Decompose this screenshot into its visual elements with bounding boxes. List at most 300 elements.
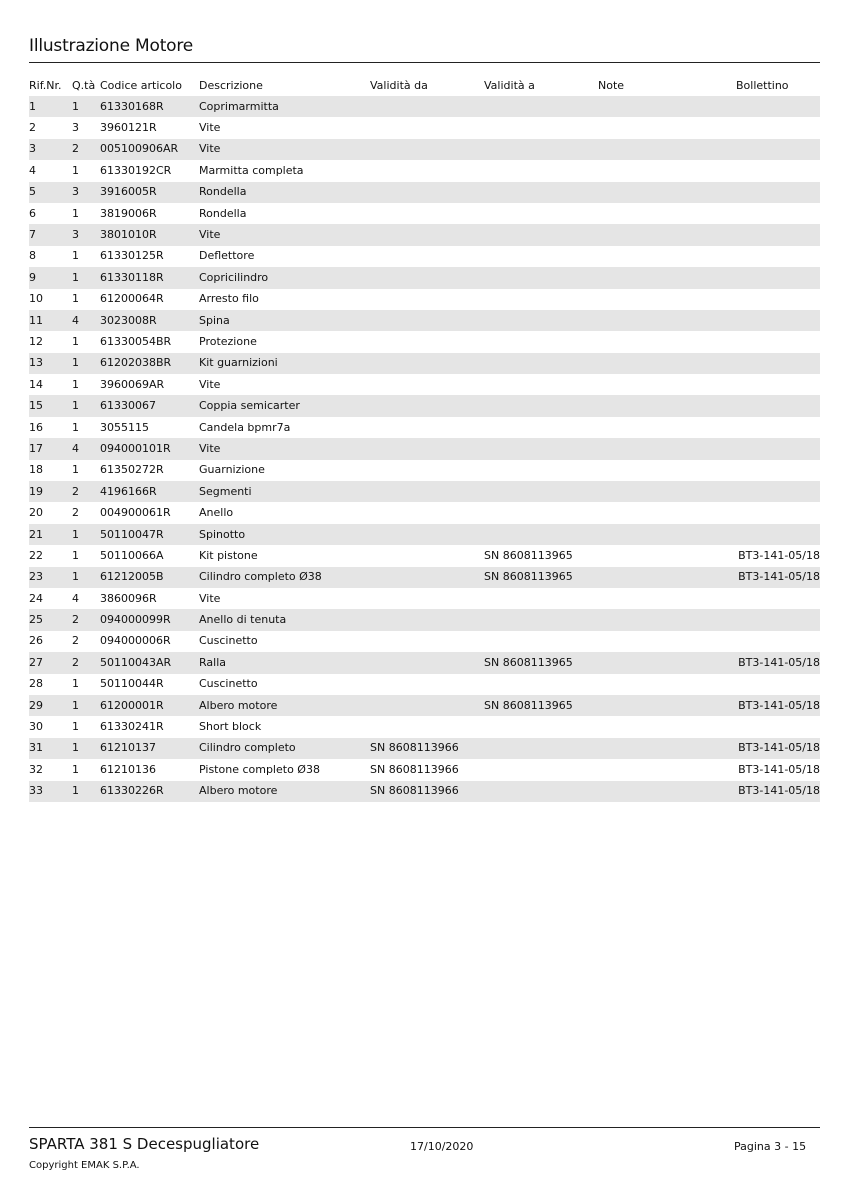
table-row bbox=[29, 203, 820, 224]
footer-divider bbox=[29, 1127, 820, 1128]
cell-qty: 1 bbox=[72, 420, 79, 434]
cell-valid-from bbox=[370, 139, 484, 160]
cell-notes bbox=[598, 481, 736, 502]
cell-description: Vite bbox=[199, 121, 221, 135]
cell-valid-to bbox=[484, 631, 598, 652]
cell-qty: 1 bbox=[72, 334, 79, 348]
cell-valid-from bbox=[370, 460, 484, 481]
cell-description: Arresto filo bbox=[199, 292, 259, 306]
cell-ref: 19 bbox=[29, 481, 59, 502]
cell-valid-from bbox=[370, 695, 484, 716]
footer-page-number: Pagina 3 - 15 bbox=[734, 1140, 807, 1153]
cell-valid-from bbox=[370, 246, 484, 267]
cell-valid-from bbox=[370, 182, 484, 203]
cell-ref: 23 bbox=[29, 567, 59, 588]
cell-description: Ralla bbox=[199, 652, 370, 673]
table-row bbox=[29, 609, 820, 630]
cell-notes bbox=[598, 117, 736, 138]
cell-description: Coppia semicarter bbox=[199, 395, 370, 416]
cell-code: 094000006R bbox=[100, 634, 171, 648]
cell-ref: 28 bbox=[29, 677, 43, 691]
cell-description: Coprimarmitta bbox=[199, 96, 370, 117]
cell-bulletin bbox=[736, 674, 820, 695]
cell-code: 094000101R bbox=[100, 438, 199, 459]
title-divider bbox=[29, 62, 820, 63]
cell-valid-from bbox=[370, 289, 484, 310]
table-row bbox=[29, 781, 820, 802]
cell-description: Vite bbox=[199, 224, 370, 245]
cell-bulletin bbox=[736, 117, 820, 138]
table-header-row bbox=[29, 75, 820, 96]
cell-description: Vite bbox=[199, 591, 221, 605]
header-notes: Note bbox=[598, 78, 625, 92]
cell-bulletin bbox=[736, 139, 820, 160]
cell-qty: 1 bbox=[72, 292, 79, 306]
cell-valid-to bbox=[484, 460, 598, 481]
cell-qty: 1 bbox=[72, 720, 79, 734]
cell-code: 61200064R bbox=[100, 292, 164, 306]
cell-notes bbox=[598, 267, 736, 288]
cell-notes bbox=[598, 139, 736, 160]
cell-code: 61330192CR bbox=[100, 163, 172, 177]
cell-notes bbox=[598, 395, 736, 416]
cell-bulletin bbox=[736, 310, 820, 331]
cell-bulletin bbox=[736, 374, 820, 395]
cell-valid-to: SN 8608113965 bbox=[484, 548, 573, 562]
cell-qty: 2 bbox=[59, 609, 100, 630]
cell-valid-from: SN 8608113966 bbox=[370, 738, 484, 759]
cell-bulletin bbox=[736, 331, 820, 352]
cell-valid-from bbox=[370, 160, 484, 181]
cell-valid-to bbox=[484, 331, 598, 352]
cell-description: Anello di tenuta bbox=[199, 609, 370, 630]
cell-qty: 1 bbox=[59, 738, 100, 759]
cell-notes bbox=[598, 524, 736, 545]
cell-description: Cuscinetto bbox=[199, 677, 258, 691]
cell-code: 50110044R bbox=[100, 677, 164, 691]
cell-ref: 25 bbox=[29, 609, 59, 630]
cell-bulletin bbox=[736, 460, 820, 481]
cell-valid-from bbox=[370, 374, 484, 395]
cell-description: Albero motore bbox=[199, 781, 370, 802]
cell-valid-from bbox=[370, 631, 484, 652]
table-row bbox=[29, 652, 820, 673]
cell-bulletin bbox=[736, 395, 820, 416]
cell-ref: 2 bbox=[29, 121, 36, 135]
cell-valid-to bbox=[484, 182, 598, 203]
cell-ref: 33 bbox=[29, 781, 59, 802]
cell-code: 3960069AR bbox=[100, 377, 165, 391]
cell-bulletin bbox=[736, 631, 820, 652]
cell-notes bbox=[598, 289, 736, 310]
cell-valid-to bbox=[484, 438, 598, 459]
table-row bbox=[29, 545, 820, 566]
cell-notes bbox=[598, 716, 736, 737]
cell-valid-to bbox=[484, 117, 598, 138]
cell-valid-to bbox=[484, 246, 598, 267]
cell-code: 3960121R bbox=[100, 121, 157, 135]
cell-notes bbox=[598, 417, 736, 438]
cell-ref: 8 bbox=[29, 249, 36, 263]
cell-bulletin: BT3-141-05/18 bbox=[736, 781, 820, 802]
cell-bulletin bbox=[736, 716, 820, 737]
cell-notes bbox=[598, 545, 736, 566]
cell-code: 004900061R bbox=[100, 506, 171, 520]
table-row bbox=[29, 567, 820, 588]
table-row bbox=[29, 695, 820, 716]
cell-ref: 10 bbox=[29, 292, 43, 306]
cell-valid-to bbox=[484, 203, 598, 224]
cell-ref: 22 bbox=[29, 548, 43, 562]
table-row bbox=[29, 738, 820, 759]
cell-description: Marmitta completa bbox=[199, 163, 304, 177]
cell-valid-from: SN 8608113966 bbox=[370, 781, 484, 802]
cell-valid-from bbox=[370, 567, 484, 588]
cell-notes bbox=[598, 353, 736, 374]
cell-description: Deflettore bbox=[199, 249, 255, 263]
cell-notes bbox=[598, 781, 736, 802]
cell-qty: 2 bbox=[72, 634, 79, 648]
cell-notes bbox=[598, 182, 736, 203]
cell-code: 3023008R bbox=[100, 310, 199, 331]
cell-notes bbox=[598, 224, 736, 245]
cell-notes bbox=[598, 695, 736, 716]
cell-bulletin bbox=[736, 182, 820, 203]
footer-model-name: SPARTA 381 S Decespugliatore bbox=[29, 1135, 260, 1153]
cell-valid-from bbox=[370, 716, 484, 737]
cell-notes bbox=[598, 331, 736, 352]
cell-valid-to bbox=[484, 588, 598, 609]
cell-notes bbox=[598, 96, 736, 117]
cell-ref: 24 bbox=[29, 591, 43, 605]
table-row bbox=[29, 460, 820, 481]
cell-ref: 1 bbox=[29, 96, 59, 117]
cell-ref: 21 bbox=[29, 524, 59, 545]
cell-code: 3819006R bbox=[100, 206, 157, 220]
cell-description: Vite bbox=[199, 438, 370, 459]
cell-description: Short block bbox=[199, 720, 262, 734]
cell-valid-to bbox=[484, 310, 598, 331]
table-row bbox=[29, 331, 820, 352]
cell-notes bbox=[598, 246, 736, 267]
footer-copyright: Copyright EMAK S.P.A. bbox=[29, 1160, 140, 1171]
cell-qty: 4 bbox=[72, 591, 79, 605]
table-row bbox=[29, 481, 820, 502]
cell-bulletin: BT3-141-05/18 bbox=[738, 762, 820, 776]
cell-description: Kit guarnizioni bbox=[199, 353, 370, 374]
cell-valid-to bbox=[484, 481, 598, 502]
cell-valid-from bbox=[370, 545, 484, 566]
cell-bulletin bbox=[736, 353, 820, 374]
cell-notes bbox=[598, 652, 736, 673]
cell-notes bbox=[598, 502, 736, 523]
cell-code: 61210136 bbox=[100, 762, 156, 776]
cell-bulletin: BT3-141-05/18 bbox=[736, 738, 820, 759]
cell-ref: 5 bbox=[29, 182, 59, 203]
header-valid-to: Validità a bbox=[484, 78, 535, 92]
cell-ref: 27 bbox=[29, 652, 59, 673]
cell-valid-from bbox=[370, 438, 484, 459]
cell-bulletin bbox=[736, 203, 820, 224]
cell-description: Cuscinetto bbox=[199, 634, 258, 648]
cell-description: Candela bpmr7a bbox=[199, 420, 291, 434]
cell-notes bbox=[598, 674, 736, 695]
cell-bulletin bbox=[736, 417, 820, 438]
cell-qty: 1 bbox=[59, 96, 100, 117]
cell-ref: 13 bbox=[29, 353, 59, 374]
header-qty: Q.tà bbox=[72, 78, 96, 92]
cell-description: Vite bbox=[199, 139, 370, 160]
cell-valid-from bbox=[370, 417, 484, 438]
cell-qty: 4 bbox=[59, 438, 100, 459]
header-valid-from: Validità da bbox=[370, 78, 428, 92]
cell-notes bbox=[598, 203, 736, 224]
cell-code: 61330054BR bbox=[100, 334, 172, 348]
cell-ref: 17 bbox=[29, 438, 59, 459]
page-title: Illustrazione Motore bbox=[29, 36, 194, 56]
cell-description: Protezione bbox=[199, 334, 257, 348]
cell-qty: 3 bbox=[72, 121, 79, 135]
cell-bulletin bbox=[736, 524, 820, 545]
cell-notes bbox=[598, 567, 736, 588]
cell-bulletin bbox=[736, 502, 820, 523]
table-row bbox=[29, 674, 820, 695]
cell-qty: 4 bbox=[59, 310, 100, 331]
cell-description: Spina bbox=[199, 310, 370, 331]
cell-ref: 31 bbox=[29, 738, 59, 759]
cell-valid-to bbox=[484, 738, 598, 759]
cell-valid-from bbox=[370, 674, 484, 695]
table-row bbox=[29, 160, 820, 181]
cell-code: 61210137 bbox=[100, 738, 199, 759]
cell-code: 61330168R bbox=[100, 96, 199, 117]
cell-code: 61200001R bbox=[100, 695, 199, 716]
cell-qty: 2 bbox=[59, 139, 100, 160]
cell-description: Pistone completo Ø38 bbox=[199, 762, 320, 776]
table-row bbox=[29, 267, 820, 288]
cell-bulletin: BT3-141-05/18 bbox=[736, 567, 820, 588]
cell-code: 61330067 bbox=[100, 395, 199, 416]
cell-description: Rondella bbox=[199, 206, 247, 220]
cell-qty: 2 bbox=[72, 506, 79, 520]
table-row bbox=[29, 310, 820, 331]
table-row bbox=[29, 139, 820, 160]
cell-valid-to: SN 8608113965 bbox=[484, 652, 598, 673]
cell-valid-from bbox=[370, 588, 484, 609]
cell-code: 61330118R bbox=[100, 267, 199, 288]
cell-qty: 1 bbox=[72, 163, 79, 177]
cell-code: 094000099R bbox=[100, 609, 199, 630]
cell-description: Copricilindro bbox=[199, 267, 370, 288]
table-row bbox=[29, 224, 820, 245]
cell-notes bbox=[598, 374, 736, 395]
cell-ref: 20 bbox=[29, 506, 43, 520]
cell-valid-from bbox=[370, 224, 484, 245]
table-row bbox=[29, 395, 820, 416]
table-row bbox=[29, 289, 820, 310]
cell-bulletin: BT3-141-05/18 bbox=[736, 695, 820, 716]
cell-code: 005100906AR bbox=[100, 139, 199, 160]
cell-qty: 1 bbox=[59, 353, 100, 374]
cell-qty: 1 bbox=[72, 677, 79, 691]
header-bulletin: Bollettino bbox=[736, 78, 789, 92]
table-row bbox=[29, 246, 820, 267]
table-row bbox=[29, 524, 820, 545]
cell-valid-from bbox=[370, 395, 484, 416]
cell-ref: 11 bbox=[29, 310, 59, 331]
cell-valid-to bbox=[484, 759, 598, 780]
cell-code: 61350272R bbox=[100, 463, 164, 477]
table-row bbox=[29, 182, 820, 203]
cell-code: 61212005B bbox=[100, 567, 199, 588]
cell-valid-from bbox=[370, 310, 484, 331]
cell-bulletin bbox=[736, 481, 820, 502]
cell-description: Vite bbox=[199, 377, 221, 391]
cell-valid-to: SN 8608113965 bbox=[484, 695, 598, 716]
cell-bulletin bbox=[736, 438, 820, 459]
cell-valid-from bbox=[370, 267, 484, 288]
cell-valid-to bbox=[484, 374, 598, 395]
cell-ref: 3 bbox=[29, 139, 59, 160]
table-row bbox=[29, 353, 820, 374]
cell-code: 3801010R bbox=[100, 224, 199, 245]
cell-valid-to bbox=[484, 160, 598, 181]
cell-valid-to bbox=[484, 289, 598, 310]
cell-bulletin bbox=[736, 224, 820, 245]
cell-valid-to bbox=[484, 417, 598, 438]
cell-code: 61330241R bbox=[100, 720, 164, 734]
cell-code: 50110066A bbox=[100, 548, 164, 562]
cell-valid-from: SN 8608113966 bbox=[370, 762, 459, 776]
cell-bulletin bbox=[736, 289, 820, 310]
cell-valid-to bbox=[484, 781, 598, 802]
cell-description: Guarnizione bbox=[199, 463, 265, 477]
cell-notes bbox=[598, 438, 736, 459]
cell-code: 3055115 bbox=[100, 420, 149, 434]
cell-valid-to bbox=[484, 609, 598, 630]
cell-ref: 26 bbox=[29, 634, 43, 648]
cell-bulletin bbox=[736, 160, 820, 181]
cell-code: 50110047R bbox=[100, 524, 199, 545]
cell-valid-to: SN 8608113965 bbox=[484, 567, 598, 588]
cell-valid-to bbox=[484, 267, 598, 288]
cell-valid-from bbox=[370, 652, 484, 673]
cell-valid-to bbox=[484, 716, 598, 737]
cell-bulletin bbox=[736, 588, 820, 609]
cell-qty: 1 bbox=[59, 695, 100, 716]
cell-valid-to bbox=[484, 353, 598, 374]
cell-notes bbox=[598, 310, 736, 331]
header-ref: Rif.Nr. bbox=[29, 78, 62, 92]
cell-ref: 30 bbox=[29, 720, 43, 734]
cell-valid-to bbox=[484, 524, 598, 545]
cell-bulletin bbox=[736, 609, 820, 630]
cell-notes bbox=[598, 460, 736, 481]
cell-valid-to bbox=[484, 224, 598, 245]
header-code: Codice articolo bbox=[100, 78, 182, 92]
cell-notes bbox=[598, 160, 736, 181]
cell-qty: 1 bbox=[59, 781, 100, 802]
cell-code: 4196166R bbox=[100, 481, 199, 502]
table-row bbox=[29, 588, 820, 609]
cell-ref: 14 bbox=[29, 377, 43, 391]
cell-bulletin: BT3-141-05/18 bbox=[738, 548, 820, 562]
cell-notes bbox=[598, 588, 736, 609]
table-row bbox=[29, 631, 820, 652]
table-body bbox=[29, 96, 820, 802]
cell-valid-to bbox=[484, 139, 598, 160]
cell-code: 61330125R bbox=[100, 249, 164, 263]
cell-bulletin bbox=[736, 246, 820, 267]
cell-valid-to bbox=[484, 502, 598, 523]
cell-notes bbox=[598, 759, 736, 780]
cell-bulletin: BT3-141-05/18 bbox=[736, 652, 820, 673]
cell-code: 61330226R bbox=[100, 781, 199, 802]
cell-ref: 29 bbox=[29, 695, 59, 716]
cell-description: Albero motore bbox=[199, 695, 370, 716]
footer-date: 17/10/2020 bbox=[410, 1140, 474, 1153]
table-row bbox=[29, 438, 820, 459]
cell-qty: 1 bbox=[72, 377, 79, 391]
cell-code: 50110043AR bbox=[100, 652, 199, 673]
cell-ref: 7 bbox=[29, 224, 59, 245]
cell-ref: 6 bbox=[29, 206, 36, 220]
cell-description: Cilindro completo Ø38 bbox=[199, 567, 370, 588]
cell-qty: 1 bbox=[72, 762, 79, 776]
cell-valid-from bbox=[370, 481, 484, 502]
cell-valid-from bbox=[370, 502, 484, 523]
table-row bbox=[29, 374, 820, 395]
cell-qty: 1 bbox=[72, 463, 79, 477]
cell-qty: 3 bbox=[59, 224, 100, 245]
cell-qty: 1 bbox=[59, 524, 100, 545]
cell-bulletin bbox=[736, 96, 820, 117]
table-row bbox=[29, 759, 820, 780]
cell-code: 3916005R bbox=[100, 182, 199, 203]
cell-notes bbox=[598, 631, 736, 652]
cell-valid-from bbox=[370, 203, 484, 224]
cell-valid-to bbox=[484, 96, 598, 117]
cell-qty: 1 bbox=[59, 395, 100, 416]
cell-code: 61202038BR bbox=[100, 353, 199, 374]
cell-ref: 16 bbox=[29, 420, 43, 434]
cell-ref: 32 bbox=[29, 762, 43, 776]
cell-valid-from bbox=[370, 96, 484, 117]
cell-valid-from bbox=[370, 353, 484, 374]
cell-valid-from bbox=[370, 609, 484, 630]
table-row bbox=[29, 417, 820, 438]
table-row bbox=[29, 96, 820, 117]
table-row bbox=[29, 502, 820, 523]
cell-ref: 12 bbox=[29, 334, 43, 348]
cell-ref: 9 bbox=[29, 267, 59, 288]
cell-description: Kit pistone bbox=[199, 548, 258, 562]
cell-qty: 1 bbox=[72, 548, 79, 562]
cell-description: Anello bbox=[199, 506, 234, 520]
cell-valid-to bbox=[484, 674, 598, 695]
cell-valid-from bbox=[370, 524, 484, 545]
cell-ref: 15 bbox=[29, 395, 59, 416]
table-row bbox=[29, 117, 820, 138]
cell-valid-from bbox=[370, 331, 484, 352]
cell-description: Segmenti bbox=[199, 481, 370, 502]
cell-ref: 18 bbox=[29, 463, 43, 477]
cell-qty: 2 bbox=[59, 652, 100, 673]
cell-notes bbox=[598, 609, 736, 630]
cell-valid-to bbox=[484, 395, 598, 416]
cell-code: 3860096R bbox=[100, 591, 157, 605]
cell-description: Rondella bbox=[199, 182, 370, 203]
